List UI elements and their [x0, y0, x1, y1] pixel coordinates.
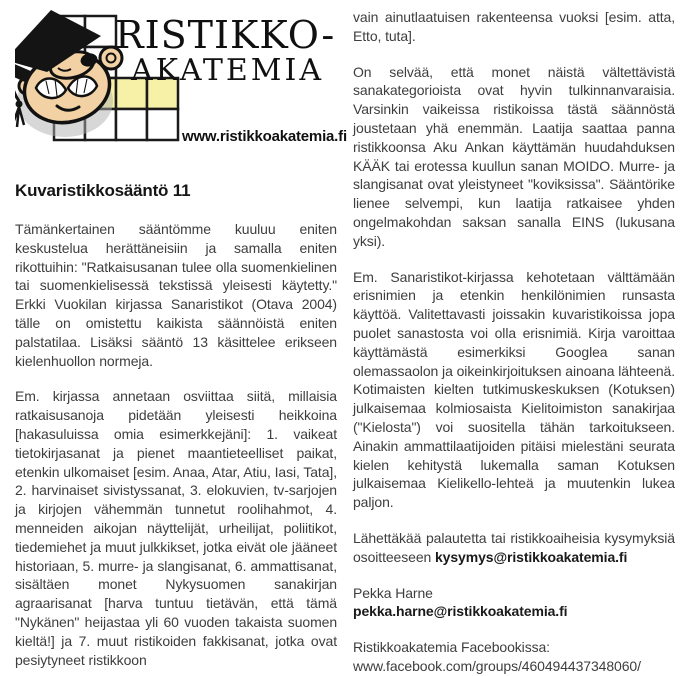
right-column: [353, 8, 675, 675]
facebook-url-link[interactable]: www.facebook.com/groups/460494437348060/: [353, 657, 641, 674]
contact-text: Lähettäkää palautetta tai ristikkoaiheisia kysymyksiä osoitteeseen: [353, 529, 675, 565]
logo-website-link[interactable]: www.ristikkoakatemia.fi: [182, 128, 347, 145]
signature-block: [353, 584, 675, 622]
logo-brand-line1: RISTIKKO-: [115, 13, 336, 57]
right-paragraph-2: On selvää, että monet näistä vältettävistä sanakategorioista ovat hyvin tulkinnanvaraisia. Varsinkin vaikeissa ristikoissa tästä säännöstä joustetaan yhä enemmän. Laatija saattaa panna ristikkoonsa Aku Ankan käyttämän huudahduksen KÄÄK tai erotessa kuullun sanan MOIDO. Murre- ja slangisanat ovat yleistyneet "koviksissa". Sääntörike lienee selvempi, kun laatija ratkaisee yhden ongelmakohdan saksan sanalla EINS (lukusana yksi).: [353, 63, 675, 249]
contact-paragraph: [353, 529, 675, 567]
article-heading: Kuvaristikkosääntö 11: [15, 181, 191, 200]
author-email-link[interactable]: pekka.harne@ristikkoakatemia.fi: [353, 603, 568, 620]
author-name: Pekka Harne: [353, 584, 433, 601]
right-paragraph-1: vain ainutlaatuisen rakenteensa vuoksi [esim. atta, Etto, tuta].: [353, 9, 675, 44]
facebook-label: Ristikkoakatemia Facebookissa:: [353, 639, 550, 656]
logo-brand-line2: AKATEMIA: [131, 53, 325, 88]
contact-email-link[interactable]: kysymys@ristikkoakatemia.fi: [434, 548, 628, 565]
left-column: [15, 8, 347, 675]
right-paragraph-3: Em. Sanaristikot-kirjassa kehotetaan välttämään erisnimien ja etenkin henkilönimien runsasta käyttöä. Valitettavasti joissakin kuvaristikoissa jopa puolet sanastosta voi olla erisnimiä. Kirja varoittaa käyttämästä esimerkiksi Googlea sanan olemassaolon ja oikeinkirjoituksen ainoana lähteenä. Kotimaisten kielten tutkimuskeskuksen (Kotuksen) julkaisemaa kolmiosaista Kielitoimiston sanakirjaa ("Kielosta") voi suositella tähän tarkoitukseen. Ainakin ammattilaatijoiden pitäisi mielestäni seurata kielen kehitystä lukemalla saman Kotuksen julkaisemaa Kielikello-lehteä ja muutenkin lukea paljon.: [353, 268, 675, 511]
left-paragraph-2: Em. kirjassa annetaan osviittaa siitä, millaisia ratkaisusanoja pidetään yleisesti heikkoina [hakasuluissa omia esimerkkejäni]: 1. vaikeat tietokirjasanat ja pienet maantieteelliset paikat, etenkin ulkomaiset [esim. Anaa, Atar, Atiu, Iasi, Tata], 2. harvinaiset sivistyssanat, 3. elokuvien, tv-sarjojen ja kirjojen vähemmän tunnetut roolihahmot, 4. menneiden aikojan näyttelijät, urheilijat, poliitikot, tiedemiehet ja muut julkkikset, jotka eivät ole jääneet historiaan, 5. murre- ja slangisanat, 6. ammattisanat, sisältäen monet Nykysuomen sanakirjan agraarisanat [harva tuntuu tietävän, että tämä "Nykänen" heijastaa yli 60 vuoden takaista suomen kieltä!] ja 7. muut ristikoiden fakkisanat, jotka ovat pesiytyneet ristikkoon: [15, 388, 337, 668]
facebook-block: [353, 638, 675, 676]
left-paragraph-1: Tämänkertainen sääntömme kuuluu eniten keskustelua herättäneisiin ja samalla eniten rikottuihin: "Ratkaisusanan tulee olla suomenkielinen tai suomenkielisessä tekstissä yleisesti käytetty." Erkki Vuokilan kirjassa Sanaristikot (Otava 2004) tälle on omistettu kaikista säännöistä eniten palstatilaa. Lisäksi sääntö 13 käsittelee erikseen kielenhuollon normeja.: [15, 221, 337, 369]
logo: [15, 8, 345, 160]
